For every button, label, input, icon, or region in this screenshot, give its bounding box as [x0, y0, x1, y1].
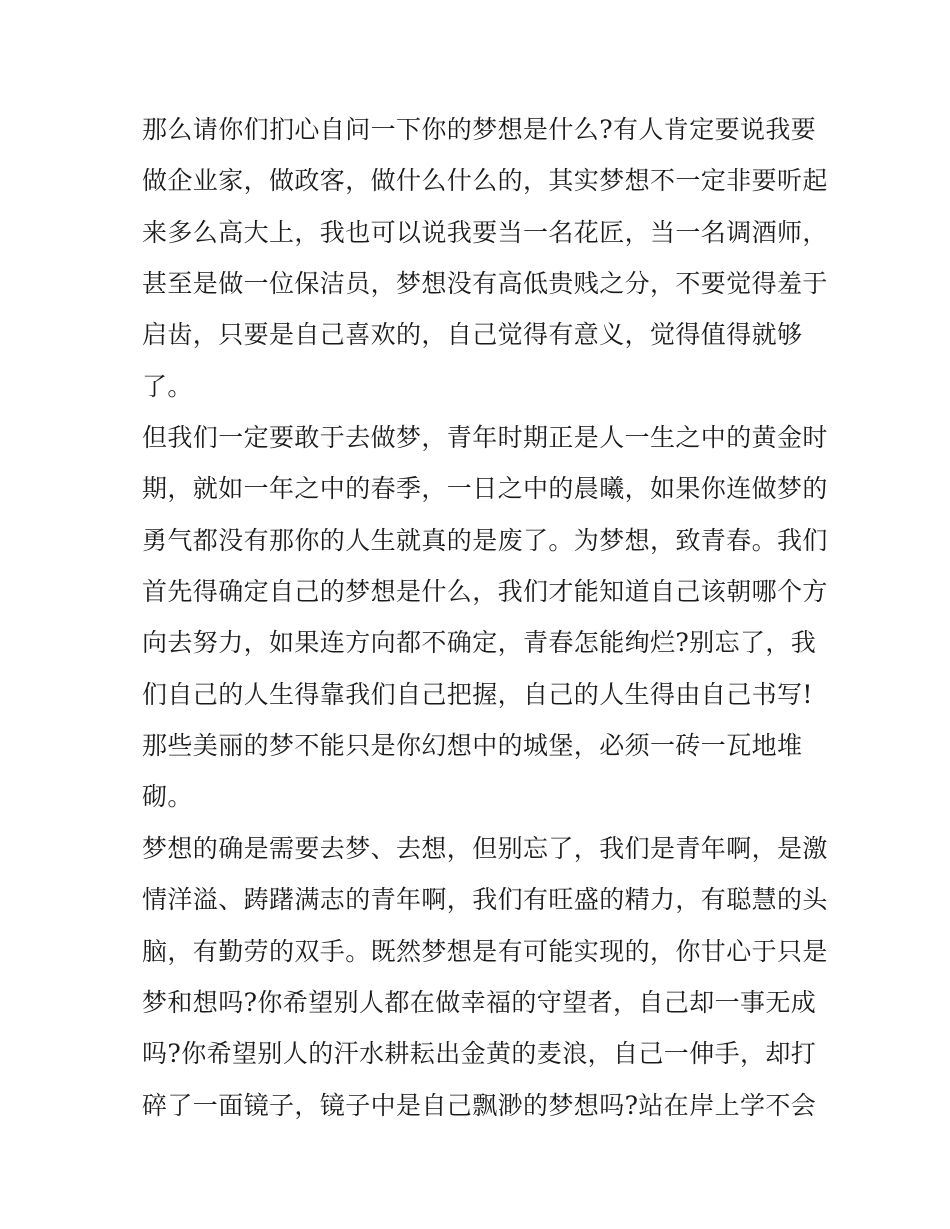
paragraph-1 [142, 104, 828, 412]
text-line: 但我们一定要敢于去做梦，青年时期正是人一生之中的黄金时 [142, 423, 828, 453]
text-line: 脑，有勤劳的双手。既然梦想是有可能实现的，你甘心于只是 [142, 936, 828, 966]
text-line: 勇气都没有那你的人生就真的是废了。为梦想，致青春。我们 [142, 525, 828, 555]
text-line: 情洋溢、踌躇满志的青年啊，我们有旺盛的精力，有聪慧的头 [142, 885, 828, 915]
document-body [142, 104, 828, 1131]
text-line: 吗?你希望别人的汗水耕耘出金黄的麦浪，自己一伸手，却打 [142, 1039, 817, 1069]
text-line: 期，就如一年之中的春季，一日之中的晨曦，如果你连做梦的 [142, 474, 828, 504]
text-line: 梦想的确是需要去梦、去想，但别忘了，我们是青年啊，是激 [142, 833, 828, 863]
text-line: 做企业家，做政客，做什么什么的，其实梦想不一定非要听起 [142, 166, 828, 196]
text-line: 来多么高大上，我也可以说我要当一名花匠，当一名调酒师， [142, 217, 828, 247]
text-line: 梦和想吗?你希望别人都在做幸福的守望者，自己却一事无成 [142, 987, 817, 1017]
paragraph-2 [142, 412, 828, 823]
text-line: 向去努力，如果连方向都不确定，青春怎能绚烂?别忘了，我 [142, 628, 817, 658]
paragraph-3 [142, 823, 828, 1131]
text-line: 启齿，只要是自己喜欢的，自己觉得有意义，觉得值得就够 [142, 320, 803, 350]
text-line: 甚至是做一位保洁员，梦想没有高低贵贱之分，不要觉得羞于 [142, 269, 828, 299]
text-line: 了。 [142, 371, 193, 401]
text-line: 首先得确定自己的梦想是什么，我们才能知道自己该朝哪个方 [142, 577, 828, 607]
text-line: 那么请你们扪心自问一下你的梦想是什么?有人肯定要说我要 [142, 115, 817, 144]
text-line: 砌。 [142, 782, 193, 812]
text-line: 那些美丽的梦不能只是你幻想中的城堡，必须一砖一瓦地堆 [142, 731, 803, 761]
text-line: 碎了一面镜子，镜子中是自己飘渺的梦想吗?站在岸上学不会 [142, 1090, 817, 1120]
text-line: 们自己的人生得靠我们自己把握，自己的人生得由自己书写! [142, 679, 813, 709]
